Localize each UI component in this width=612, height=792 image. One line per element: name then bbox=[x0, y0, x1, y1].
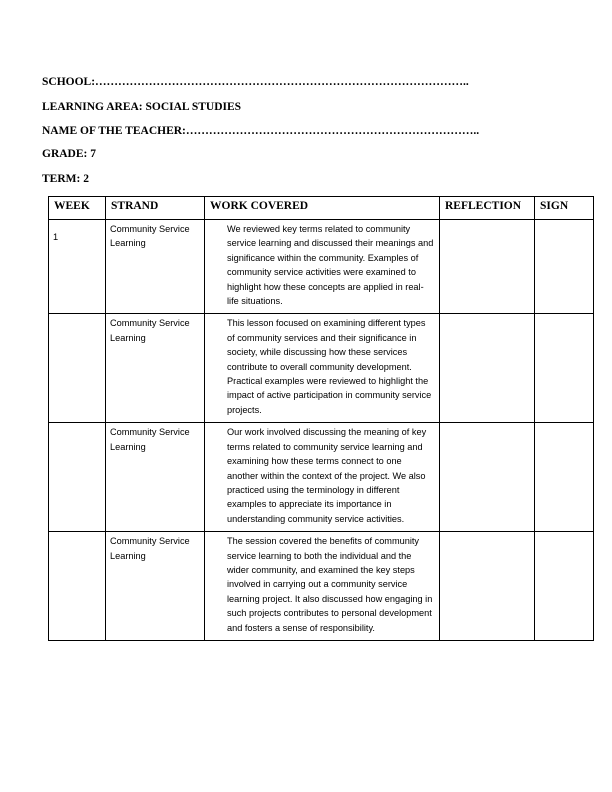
work-covered-cell: We reviewed key terms related to community service learning and discussed their meanings and significance within the community. Examples of community service activities were examined to highlight how these concepts are applied in real-life situations. bbox=[205, 220, 440, 314]
work-covered-cell: Our work involved discussing the meaning of key terms related to community service learning and examining how these terms connect to one another within the context of the project. We also practiced using the terminology in different examples to appreciate its importance in understanding community service activities. bbox=[205, 423, 440, 532]
sign-cell[interactable] bbox=[535, 532, 594, 641]
sign-cell[interactable] bbox=[535, 423, 594, 532]
table-row bbox=[49, 314, 594, 423]
table-header-row bbox=[49, 197, 594, 220]
reflection-cell[interactable] bbox=[440, 314, 535, 423]
reflection-cell[interactable] bbox=[440, 220, 535, 314]
week-cell: 1 bbox=[49, 220, 106, 314]
sign-cell[interactable] bbox=[535, 220, 594, 314]
column-header-week: WEEK bbox=[49, 197, 106, 220]
column-header-work-covered: WORK COVERED bbox=[205, 197, 440, 220]
week-cell bbox=[49, 423, 106, 532]
work-covered-cell: This lesson focused on examining different types of community services and their significance in society, while discussing how these services contribute to overall community development. Practical examples were reviewed to highlight the impact of active participation in community service projects. bbox=[205, 314, 440, 423]
reflection-cell[interactable] bbox=[440, 423, 535, 532]
reflection-cell[interactable] bbox=[440, 532, 535, 641]
column-header-reflection: REFLECTION bbox=[440, 197, 535, 220]
table-row bbox=[49, 423, 594, 532]
column-header-strand: STRAND bbox=[106, 197, 205, 220]
work-covered-cell: The session covered the benefits of community service learning to both the individual and the wider community, and examined the key steps involved in carrying out a community service learning project. It also discussed how engaging in such projects contributes to personal development and fosters a sense of responsibility. bbox=[205, 532, 440, 641]
week-cell bbox=[49, 532, 106, 641]
sign-cell[interactable] bbox=[535, 314, 594, 423]
strand-cell: Community Service Learning bbox=[106, 314, 205, 423]
term-label: TERM: 2 bbox=[42, 173, 89, 185]
table-row bbox=[49, 532, 594, 641]
learning-area-label: LEARNING AREA: SOCIAL STUDIES bbox=[42, 101, 242, 113]
table-row bbox=[49, 220, 594, 314]
column-header-sign: SIGN bbox=[535, 197, 594, 220]
week-cell bbox=[49, 314, 106, 423]
record-of-work-table bbox=[48, 196, 594, 641]
strand-cell: Community Service Learning bbox=[106, 532, 205, 641]
strand-cell: Community Service Learning bbox=[106, 220, 205, 314]
strand-cell: Community Service Learning bbox=[106, 423, 205, 532]
school-field: SCHOOL:…………………………………………………………………………………….. bbox=[42, 76, 469, 88]
grade-label: GRADE: 7 bbox=[42, 148, 96, 160]
teacher-name-field: NAME OF THE TEACHER:………………………………………………………………….. bbox=[42, 125, 480, 137]
